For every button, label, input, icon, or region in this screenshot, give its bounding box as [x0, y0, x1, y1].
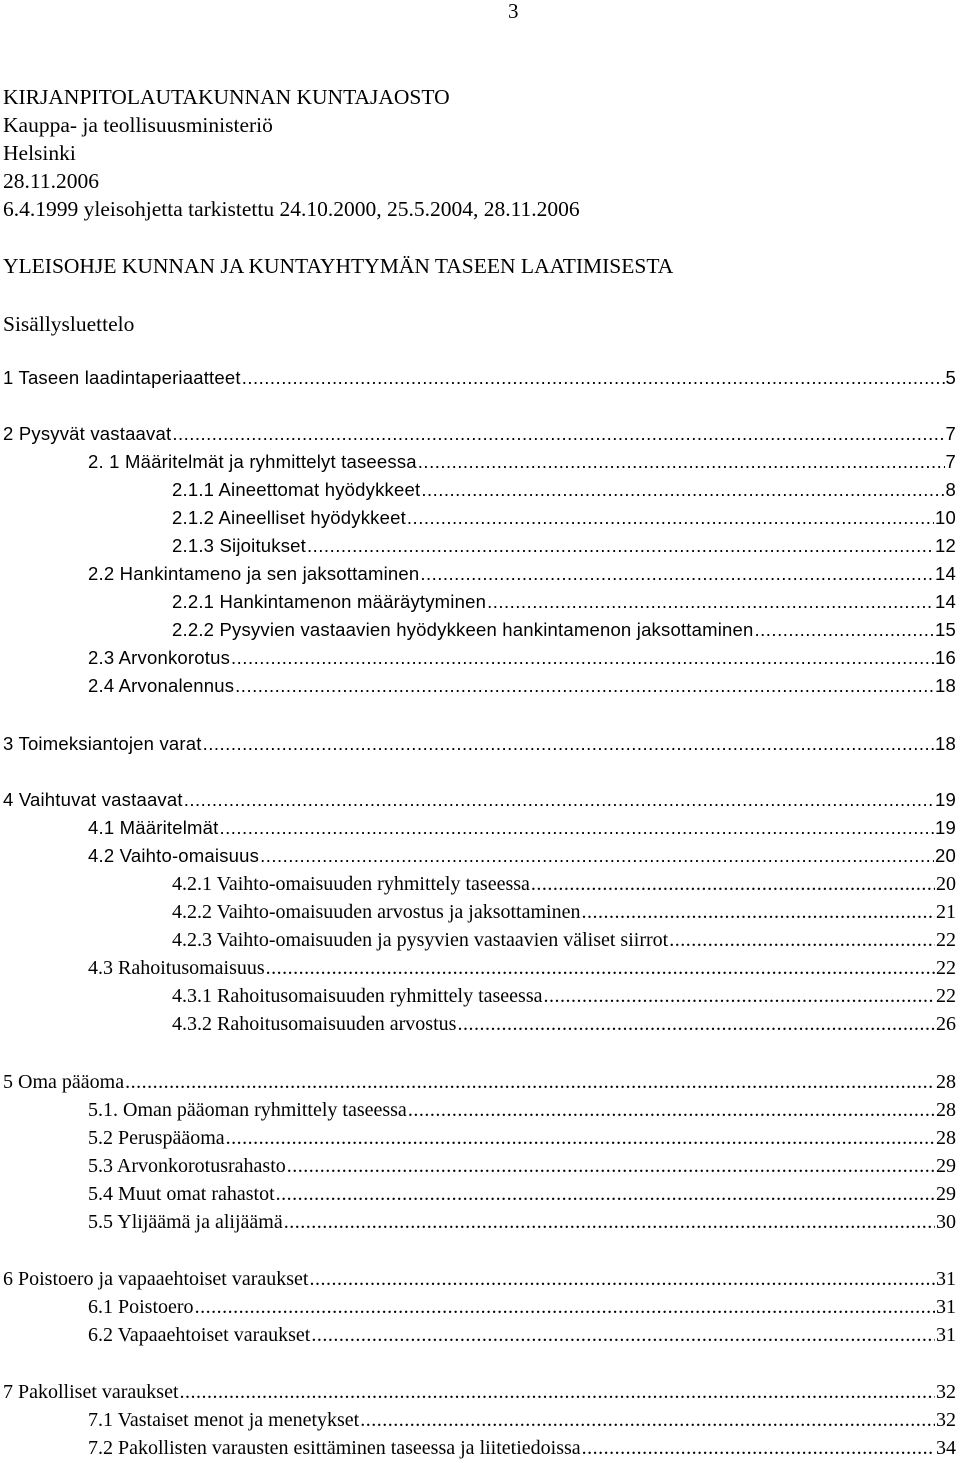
toc-leader-dots [284, 1208, 935, 1236]
toc-heading: Sisällysluettelo [3, 312, 135, 336]
toc-entry-page: 14 [935, 591, 956, 612]
toc-entry-label: 4.3.2 Rahoitusomaisuuden arvostus [172, 1013, 457, 1035]
toc-entry[interactable] [3, 364, 956, 392]
toc-leader-dots [421, 476, 944, 504]
toc-entry-page: 30 [936, 1211, 956, 1233]
toc-entry[interactable] [172, 926, 956, 954]
toc-entry-page: 5 [945, 367, 956, 388]
toc-leader-dots [242, 364, 945, 392]
toc-entry[interactable] [3, 420, 956, 448]
page-number: 3 [508, 0, 519, 23]
toc-leader-dots [125, 1068, 935, 1096]
toc-entry-page: 8 [945, 479, 956, 500]
toc-entry-page: 18 [935, 733, 956, 754]
header-date: 28.11.2006 [3, 169, 99, 193]
toc-entry-label: 6.1 Poistoero [88, 1296, 194, 1318]
toc-entry-label: 5 Oma pääoma [3, 1071, 125, 1093]
toc-entry-page: 28 [936, 1099, 956, 1121]
toc-entry[interactable] [3, 730, 956, 758]
toc-entry[interactable] [172, 898, 956, 926]
toc-entry[interactable] [88, 560, 956, 588]
toc-entry[interactable] [172, 476, 956, 504]
toc-entry-page: 20 [935, 845, 956, 866]
toc-leader-dots [195, 1293, 935, 1321]
toc-entry-page: 31 [936, 1324, 956, 1346]
toc-entry-page: 15 [935, 619, 956, 640]
toc-entry-label: 4.3.1 Rahoitusomaisuuden ryhmittely taseessa [172, 985, 543, 1007]
toc-entry-page: 26 [936, 1013, 956, 1035]
toc-entry-page: 19 [935, 817, 956, 838]
document-title: YLEISOHJE KUNNAN JA KUNTAYHTYMÄN TASEEN LAATIMISESTA [3, 254, 674, 278]
toc-entry-page: 7 [945, 451, 956, 472]
toc-entry-page: 34 [936, 1437, 956, 1459]
toc-entry[interactable] [88, 954, 956, 982]
toc-leader-dots [260, 842, 934, 870]
toc-entry-label: 5.2 Peruspääoma [88, 1127, 225, 1149]
toc-leader-dots [276, 1180, 935, 1208]
toc-leader-dots [287, 1152, 935, 1180]
toc-leader-dots [226, 1124, 935, 1152]
toc-entry-label: 4.1 Määritelmät [88, 817, 219, 838]
toc-entry-label: 5.3 Arvonkorotusrahasto [88, 1155, 286, 1177]
toc-entry[interactable] [88, 1406, 956, 1434]
toc-leader-dots [220, 814, 935, 842]
toc-entry[interactable] [3, 1378, 956, 1406]
toc-leader-dots [180, 1378, 935, 1406]
toc-entry[interactable] [3, 1265, 956, 1293]
toc-entry-label: 2.1.3 Sijoitukset [172, 535, 307, 556]
toc-entry-page: 18 [935, 675, 956, 696]
toc-entry-label: 2 Pysyvät vastaavat [3, 423, 172, 444]
toc-entry-page: 12 [935, 535, 956, 556]
toc-entry[interactable] [172, 532, 956, 560]
toc-entry-page: 7 [945, 423, 956, 444]
toc-entry[interactable] [88, 1096, 956, 1124]
toc-entry-label: 7.1 Vastaiset menot ja menetykset [88, 1409, 360, 1431]
toc-entry-label: 2.1.1 Aineettomat hyödykkeet [172, 479, 421, 500]
toc-leader-dots [266, 954, 935, 982]
toc-entry[interactable] [88, 644, 956, 672]
toc-entry-label: 7.2 Pakollisten varausten esittäminen taseessa ja liitetiedoissa [88, 1437, 581, 1459]
header-city: Helsinki [3, 141, 76, 165]
toc-entry[interactable] [88, 1321, 956, 1349]
toc-entry[interactable] [3, 786, 956, 814]
toc-entry-page: 14 [935, 563, 956, 584]
toc-entry-label: 4.3 Rahoitusomaisuus [88, 957, 265, 979]
toc-entry-page: 31 [936, 1296, 956, 1318]
toc-entry-label: 6.2 Vapaaehtoiset varaukset [88, 1324, 311, 1346]
toc-entry-label: 2.2.2 Pysyvien vastaavien hyödykkeen hankintamenon jaksottaminen [172, 619, 754, 640]
toc-leader-dots [487, 588, 934, 616]
toc-entry-label: 2.4 Arvonalennus [88, 675, 235, 696]
toc-leader-dots [307, 532, 934, 560]
toc-leader-dots [360, 1406, 935, 1434]
toc-entry-label: 4.2.3 Vaihto-omaisuuden ja pysyvien vastaavien väliset siirrot [172, 929, 669, 951]
toc-entry-page: 22 [936, 985, 956, 1007]
toc-entry-page: 31 [936, 1268, 956, 1290]
toc-leader-dots [420, 560, 934, 588]
toc-leader-dots [231, 644, 934, 672]
toc-leader-dots [172, 420, 944, 448]
header-organization: KIRJANPITOLAUTAKUNNAN KUNTAJAOSTO [3, 85, 450, 109]
toc-entry[interactable] [172, 616, 956, 644]
toc-entry[interactable] [172, 1010, 956, 1038]
toc-leader-dots [407, 504, 934, 532]
toc-entry-label: 1 Taseen laadintaperiaatteet [3, 367, 241, 388]
toc-entry[interactable] [88, 1180, 956, 1208]
toc-entry-page: 22 [936, 929, 956, 951]
toc-entry[interactable] [172, 982, 956, 1010]
toc-entry[interactable] [88, 448, 956, 476]
toc-leader-dots [582, 1434, 935, 1462]
toc-leader-dots [418, 448, 945, 476]
toc-entry-page: 10 [935, 507, 956, 528]
toc-entry-label: 5.5 Ylijäämä ja alijäämä [88, 1211, 283, 1233]
toc-entry-page: 19 [935, 789, 956, 810]
toc-leader-dots [311, 1321, 935, 1349]
toc-entry-label: 7 Pakolliset varaukset [3, 1381, 179, 1403]
toc-entry-label: 4.2.1 Vaihto-omaisuuden ryhmittely taseessa [172, 873, 530, 895]
toc-entry-label: 2.3 Arvonkorotus [88, 647, 231, 668]
toc-entry-page: 29 [936, 1155, 956, 1177]
toc-leader-dots [531, 870, 935, 898]
toc-entry-page: 32 [936, 1381, 956, 1403]
toc-entry-page: 16 [935, 647, 956, 668]
toc-leader-dots [457, 1010, 935, 1038]
toc-entry-label: 3 Toimeksiantojen varat [3, 733, 202, 754]
toc-entry[interactable] [88, 672, 956, 700]
header-ministry: Kauppa- ja teollisuusministeriö [3, 113, 273, 137]
toc-entry-label: 2.2.1 Hankintamenon määräytyminen [172, 591, 487, 612]
toc-entry[interactable] [88, 814, 956, 842]
toc-entry-page: 32 [936, 1409, 956, 1431]
toc-entry-page: 29 [936, 1183, 956, 1205]
toc-entry[interactable] [172, 588, 956, 616]
toc-entry[interactable] [88, 1208, 956, 1236]
toc-entry-page: 22 [936, 957, 956, 979]
toc-entry-label: 2.2 Hankintameno ja sen jaksottaminen [88, 563, 420, 584]
toc-entry[interactable] [88, 1124, 956, 1152]
toc-leader-dots [581, 898, 935, 926]
toc-entry-label: 6 Poistoero ja vapaaehtoiset varaukset [3, 1268, 309, 1290]
toc-leader-dots [408, 1096, 935, 1124]
header-revision-note: 6.4.1999 yleisohjetta tarkistettu 24.10.2000, 25.5.2004, 28.11.2006 [3, 197, 580, 221]
toc-entry-label: 4.2 Vaihto-omaisuus [88, 845, 260, 866]
toc-entry[interactable] [88, 1434, 956, 1462]
toc-entry[interactable] [172, 870, 956, 898]
toc-entry[interactable] [88, 1293, 956, 1321]
toc-leader-dots [184, 786, 934, 814]
toc-leader-dots [544, 982, 936, 1010]
toc-leader-dots [669, 926, 935, 954]
toc-entry[interactable] [3, 1068, 956, 1096]
toc-entry-label: 2. 1 Määritelmät ja ryhmittelyt taseessa [88, 451, 417, 472]
toc-entry-label: 2.1.2 Aineelliset hyödykkeet [172, 507, 406, 528]
toc-entry[interactable] [172, 504, 956, 532]
toc-leader-dots [203, 730, 934, 758]
toc-entry-page: 28 [936, 1071, 956, 1093]
toc-leader-dots [235, 672, 934, 700]
toc-entry-label: 5.4 Muut omat rahastot [88, 1183, 275, 1205]
toc-leader-dots [309, 1265, 935, 1293]
toc-entry-label: 5.1. Oman pääoman ryhmittely taseessa [88, 1099, 407, 1121]
toc-leader-dots [755, 616, 935, 644]
toc-entry-label: 4.2.2 Vaihto-omaisuuden arvostus ja jaksottaminen [172, 901, 581, 923]
toc-entry-page: 20 [936, 873, 956, 895]
toc-entry-page: 28 [936, 1127, 956, 1149]
toc-entry[interactable] [88, 1152, 956, 1180]
toc-entry[interactable] [88, 842, 956, 870]
toc-entry-label: 4 Vaihtuvat vastaavat [3, 789, 183, 810]
toc-entry-page: 21 [936, 901, 956, 923]
